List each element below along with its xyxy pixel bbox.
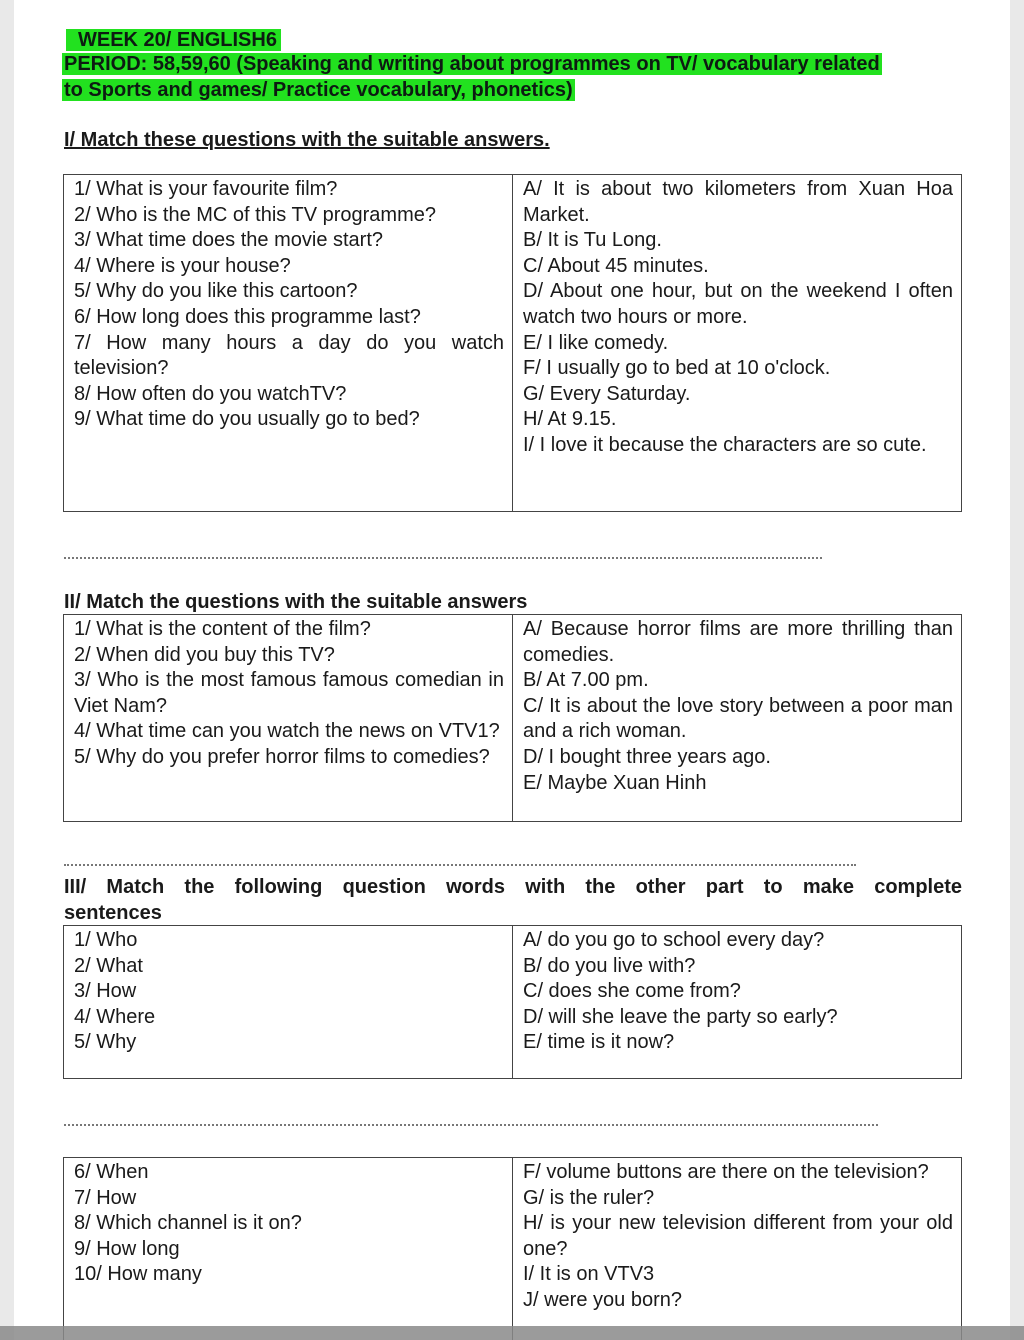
question-word: 10/ How many (74, 1263, 202, 1286)
section-2-answers (513, 615, 962, 822)
answer-item: F/ I usually go to bed at 10 o'clock. (523, 357, 831, 380)
period-line-1: PERIOD: 58,59,60 (Speaking and writing about programmes on TV/ vocabulary related (64, 53, 880, 75)
answer-item: B/ At 7.00 pm. (523, 669, 649, 692)
section-3-title-line-1: III/ Match the following question words with the other part to make complete (64, 876, 962, 898)
question-item: 5/ Why do you like this cartoon? (74, 280, 358, 303)
question-item: 2/ When did you buy this TV? (74, 643, 335, 666)
question-word: 3/ How (74, 980, 137, 1003)
question-word: 9/ How long (74, 1237, 180, 1260)
section-4-table (63, 1157, 962, 1340)
sentence-part: D/ will she leave the party so early? (523, 1005, 838, 1028)
question-item: 4/ Where is your house? (74, 254, 291, 277)
answer-item: H/ At 9.15. (523, 408, 617, 431)
answer-item: G/ Every Saturday. (523, 382, 691, 405)
question-item: 7/ How many hours a day do you watch television? (74, 331, 504, 380)
question-word: 6/ When (74, 1161, 149, 1183)
question-item: 3/ Who is the most famous famous comedian in Viet Nam? (74, 669, 504, 717)
section-1-table (63, 174, 962, 512)
dotted-divider (64, 864, 856, 866)
section-4-parts (513, 1158, 962, 1340)
question-word: 5/ Why (74, 1031, 137, 1054)
question-item: 6/ How long does this programme last? (74, 305, 421, 328)
question-item: 5/ Why do you prefer horror films to comedies? (74, 745, 490, 768)
question-item: 8/ How often do you watchTV? (74, 382, 347, 405)
question-word: 4/ Where (74, 1005, 156, 1028)
question-item: 9/ What time do you usually go to bed? (74, 408, 420, 431)
sentence-part: I/ It is on VTV3 (523, 1263, 655, 1286)
answer-item: A/ Because horror films are more thrilling than comedies. (523, 618, 953, 666)
answer-item: B/ It is Tu Long. (523, 229, 662, 252)
question-item: 2/ Who is the MC of this TV programme? (74, 203, 436, 226)
question-item: 3/ What time does the movie start? (74, 229, 384, 252)
sentence-part: F/ volume buttons are there on the television? (523, 1161, 929, 1183)
period-line-2: to Sports and games/ Practice vocabulary, phonetics) (64, 79, 573, 101)
question-item: 1/ What is the content of the film? (74, 618, 371, 640)
answer-item: E/ Maybe Xuan Hinh (523, 771, 707, 794)
question-word: 2/ What (74, 954, 143, 977)
answer-item: E/ I like comedy. (523, 331, 669, 354)
answer-item: C/ It is about the love story between a poor man and a rich woman. (523, 694, 953, 743)
section-1-questions (64, 175, 513, 512)
dotted-divider (64, 557, 822, 559)
section-2-table (63, 614, 962, 822)
section-3-words (64, 926, 513, 1079)
question-word: 8/ Which channel is it on? (74, 1212, 302, 1235)
section-3-title-line-2: sentences (64, 902, 162, 924)
answer-item: C/ About 45 minutes. (523, 254, 709, 277)
section-3-parts (513, 926, 962, 1079)
dotted-divider (64, 1124, 878, 1126)
sentence-part: H/ is your new television different from your old one? (523, 1212, 953, 1260)
sentence-part: C/ does she come from? (523, 980, 741, 1003)
answer-item: D/ About one hour, but on the weekend I often watch two hours or more. (523, 280, 953, 328)
question-word: 1/ Who (74, 929, 138, 951)
section-2-title: II/ Match the questions with the suitable answers (64, 591, 528, 613)
section-4-words (64, 1158, 513, 1340)
answer-item: I/ I love it because the characters are so cute. (523, 433, 927, 456)
sentence-part: B/ do you live with? (523, 954, 696, 977)
bottom-edge-shadow (0, 1326, 1024, 1340)
period-heading (62, 51, 962, 103)
sentence-part: J/ were you born? (523, 1288, 682, 1311)
sentence-part: A/ do you go to school every day? (523, 929, 825, 951)
section-1-answers (513, 175, 962, 512)
question-item: 1/ What is your favourite film? (74, 178, 338, 200)
answer-item: A/ It is about two kilometers from Xuan Hoa Market. (523, 178, 953, 226)
question-item: 4/ What time can you watch the news on VTV1? (74, 720, 500, 743)
sentence-part: E/ time is it now? (523, 1031, 675, 1054)
section-3-table (63, 925, 962, 1079)
answer-item: D/ I bought three years ago. (523, 745, 771, 768)
section-1-title: I/ Match these questions with the suitable answers. (64, 129, 550, 151)
week-title (66, 27, 281, 53)
question-word: 7/ How (74, 1186, 137, 1209)
sentence-part: G/ is the ruler? (523, 1186, 655, 1209)
section-3-title (64, 874, 962, 926)
section-2-questions (64, 615, 513, 822)
week-label: WEEK 20/ ENGLISH6 (66, 29, 281, 51)
worksheet-page (14, 0, 1010, 1340)
